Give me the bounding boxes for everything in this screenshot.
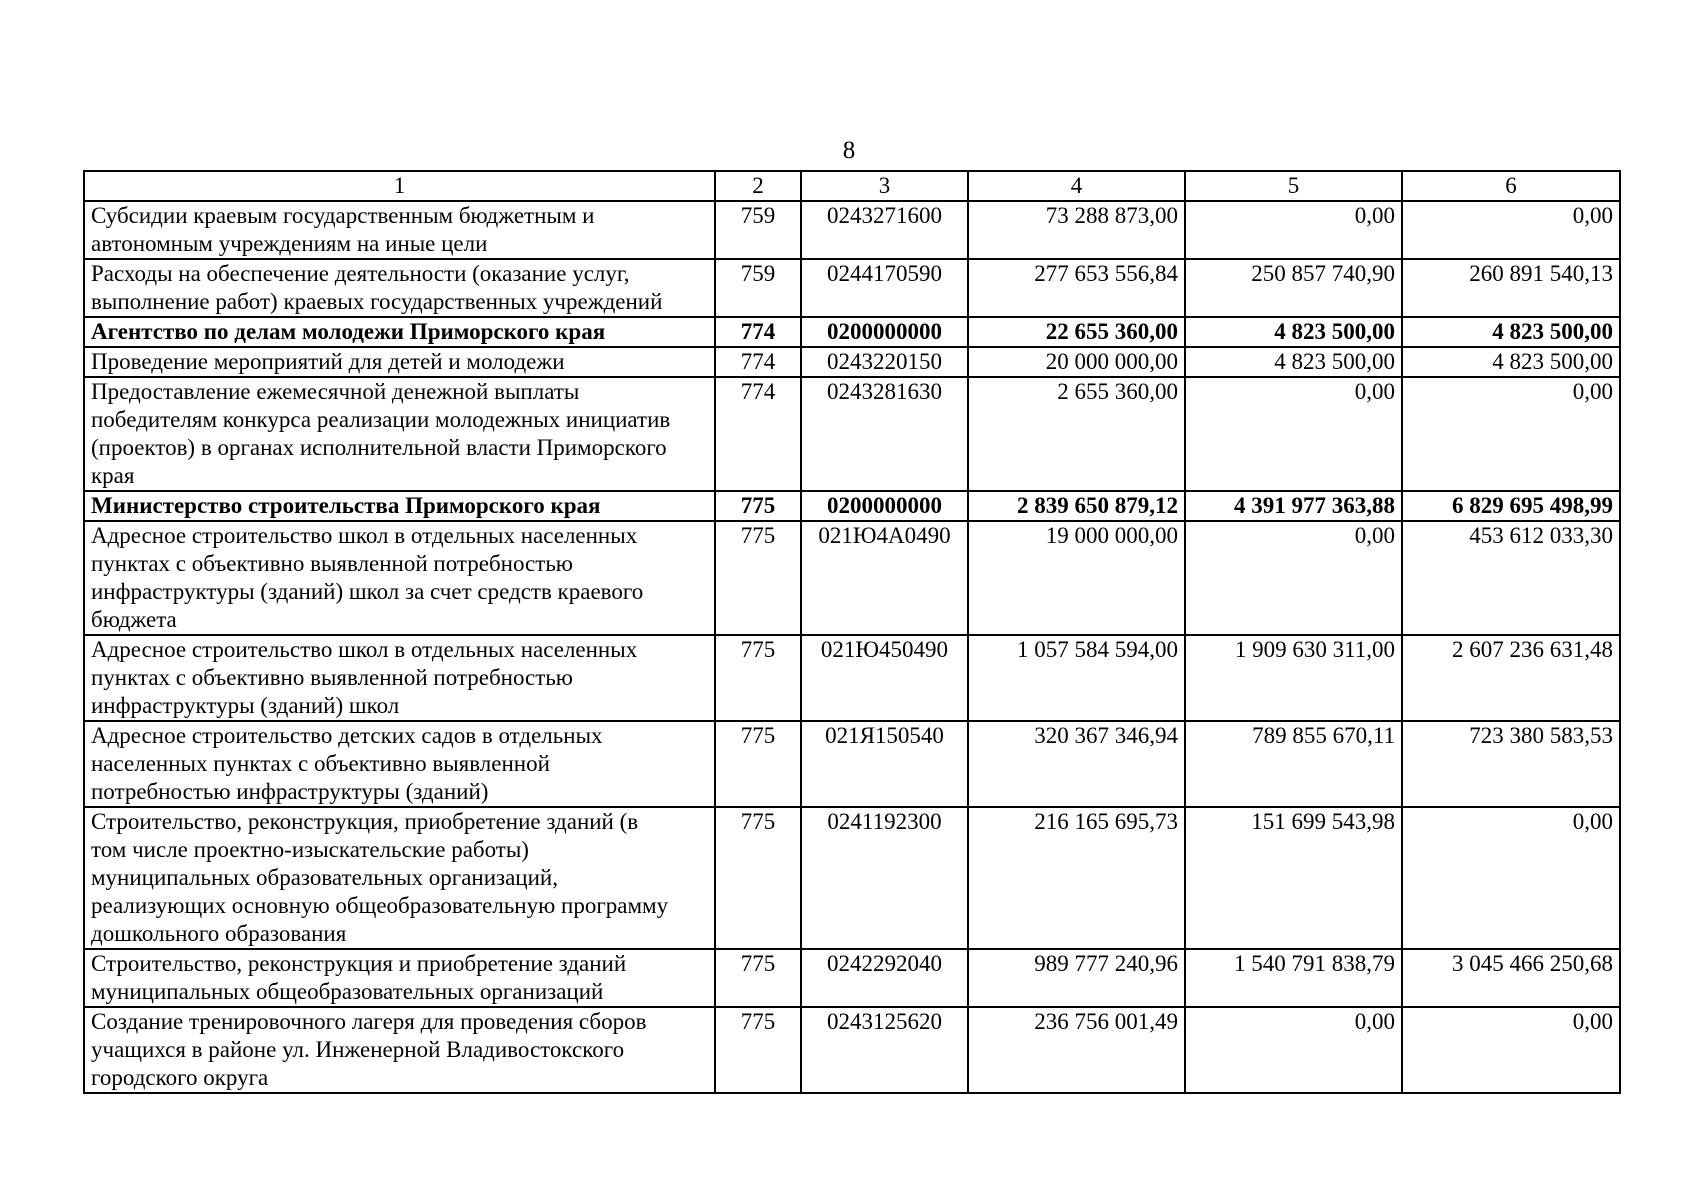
department-code-cell: 775	[715, 1007, 801, 1093]
target-article-cell: 021Я150540	[801, 721, 968, 807]
column-header: 4	[968, 171, 1185, 201]
amount-col5-cell: 0,00	[1185, 521, 1402, 635]
amount-col5-cell: 250 857 740,90	[1185, 259, 1402, 317]
amount-col4-cell: 19 000 000,00	[968, 521, 1185, 635]
expense-name-cell: Министерство строительства Приморского края	[84, 491, 715, 521]
department-code-cell: 774	[715, 377, 801, 491]
table-row	[84, 347, 1620, 377]
department-code-cell: 774	[715, 347, 801, 377]
amount-col6-cell: 723 380 583,53	[1402, 721, 1620, 807]
column-header: 1	[84, 171, 715, 201]
expense-name-cell: Агентство по делам молодежи Приморского края	[84, 317, 715, 347]
expense-name-cell: Адресное строительство школ в отдельных населенных пунктах с объективно выявленной потребностью инфраструктуры (зданий) школ за счет средств краевого бюджета	[84, 521, 715, 635]
column-header: 5	[1185, 171, 1402, 201]
target-article-cell: 021Ю450490	[801, 635, 968, 721]
target-article-cell: 0243271600	[801, 201, 968, 259]
target-article-cell: 0200000000	[801, 317, 968, 347]
amount-col4-cell: 2 839 650 879,12	[968, 491, 1185, 521]
amount-col6-cell: 0,00	[1402, 1007, 1620, 1093]
amount-col4-cell: 320 367 346,94	[968, 721, 1185, 807]
expense-name-cell: Строительство, реконструкция, приобретение зданий (в том числе проектно-изыскательские работы) муниципальных образовательных организаций, реализующих основную общеобразовательную программу дошкольного образования	[84, 807, 715, 949]
table-row	[84, 377, 1620, 491]
department-code-cell: 775	[715, 807, 801, 949]
target-article-cell: 0244170590	[801, 259, 968, 317]
expense-name-cell: Адресное строительство детских садов в отдельных населенных пунктах с объективно выявленной потребностью инфраструктуры (зданий)	[84, 721, 715, 807]
amount-col6-cell: 453 612 033,30	[1402, 521, 1620, 635]
target-article-cell: 0241192300	[801, 807, 968, 949]
target-article-cell: 021Ю4А0490	[801, 521, 968, 635]
amount-col6-cell: 4 823 500,00	[1402, 347, 1620, 377]
table-row	[84, 807, 1620, 949]
department-code-cell: 775	[715, 635, 801, 721]
table-body	[84, 201, 1620, 1093]
column-header: 6	[1402, 171, 1620, 201]
amount-col5-cell: 0,00	[1185, 1007, 1402, 1093]
amount-col5-cell: 0,00	[1185, 201, 1402, 259]
department-code-cell: 774	[715, 317, 801, 347]
amount-col5-cell: 4 823 500,00	[1185, 317, 1402, 347]
amount-col6-cell: 0,00	[1402, 807, 1620, 949]
budget-table	[83, 170, 1621, 1094]
amount-col4-cell: 277 653 556,84	[968, 259, 1185, 317]
amount-col6-cell: 3 045 466 250,68	[1402, 949, 1620, 1007]
amount-col4-cell: 236 756 001,49	[968, 1007, 1185, 1093]
expense-name-cell: Создание тренировочного лагеря для проведения сборов учащихся в районе ул. Инженерной Владивостокского городского округа	[84, 1007, 715, 1093]
amount-col5-cell: 1 909 630 311,00	[1185, 635, 1402, 721]
amount-col6-cell: 0,00	[1402, 377, 1620, 491]
department-code-cell: 775	[715, 491, 801, 521]
amount-col4-cell: 989 777 240,96	[968, 949, 1185, 1007]
target-article-cell: 0242292040	[801, 949, 968, 1007]
amount-col5-cell: 789 855 670,11	[1185, 721, 1402, 807]
table-row	[84, 1007, 1620, 1093]
expense-name-cell: Проведение мероприятий для детей и молодежи	[84, 347, 715, 377]
amount-col6-cell: 0,00	[1402, 201, 1620, 259]
table-row	[84, 259, 1620, 317]
department-code-cell: 775	[715, 949, 801, 1007]
department-code-cell: 775	[715, 521, 801, 635]
department-code-cell: 759	[715, 201, 801, 259]
target-article-cell: 0243220150	[801, 347, 968, 377]
target-article-cell: 0243125620	[801, 1007, 968, 1093]
department-code-cell: 775	[715, 721, 801, 807]
expense-name-cell: Предоставление ежемесячной денежной выплаты победителям конкурса реализации молодежных инициатив (проектов) в органах исполнительной власти Приморского края	[84, 377, 715, 491]
department-code-cell: 759	[715, 259, 801, 317]
table-row	[84, 521, 1620, 635]
expense-name-cell: Адресное строительство школ в отдельных населенных пунктах с объективно выявленной потребностью инфраструктуры (зданий) школ	[84, 635, 715, 721]
amount-col6-cell: 4 823 500,00	[1402, 317, 1620, 347]
amount-col5-cell: 151 699 543,98	[1185, 807, 1402, 949]
amount-col4-cell: 73 288 873,00	[968, 201, 1185, 259]
amount-col4-cell: 22 655 360,00	[968, 317, 1185, 347]
amount-col6-cell: 260 891 540,13	[1402, 259, 1620, 317]
table-row	[84, 949, 1620, 1007]
amount-col5-cell: 1 540 791 838,79	[1185, 949, 1402, 1007]
table-row	[84, 201, 1620, 259]
column-header: 3	[801, 171, 968, 201]
table-row-department-total	[84, 491, 1620, 521]
expense-name-cell: Строительство, реконструкция и приобретение зданий муниципальных общеобразовательных организаций	[84, 949, 715, 1007]
amount-col6-cell: 2 607 236 631,48	[1402, 635, 1620, 721]
amount-col4-cell: 1 057 584 594,00	[968, 635, 1185, 721]
amount-col5-cell: 0,00	[1185, 377, 1402, 491]
amount-col4-cell: 216 165 695,73	[968, 807, 1185, 949]
column-header: 2	[715, 171, 801, 201]
amount-col4-cell: 2 655 360,00	[968, 377, 1185, 491]
table-row	[84, 721, 1620, 807]
amount-col4-cell: 20 000 000,00	[968, 347, 1185, 377]
table-row	[84, 635, 1620, 721]
expense-name-cell: Субсидии краевым государственным бюджетным и автономным учреждениям на иные цели	[84, 201, 715, 259]
amount-col5-cell: 4 823 500,00	[1185, 347, 1402, 377]
expense-name-cell: Расходы на обеспечение деятельности (оказание услуг, выполнение работ) краевых государственных учреждений	[84, 259, 715, 317]
amount-col5-cell: 4 391 977 363,88	[1185, 491, 1402, 521]
table-header-row	[84, 171, 1620, 201]
table-row-department-total	[84, 317, 1620, 347]
target-article-cell: 0200000000	[801, 491, 968, 521]
page-number: 8	[842, 137, 856, 164]
amount-col6-cell: 6 829 695 498,99	[1402, 491, 1620, 521]
target-article-cell: 0243281630	[801, 377, 968, 491]
